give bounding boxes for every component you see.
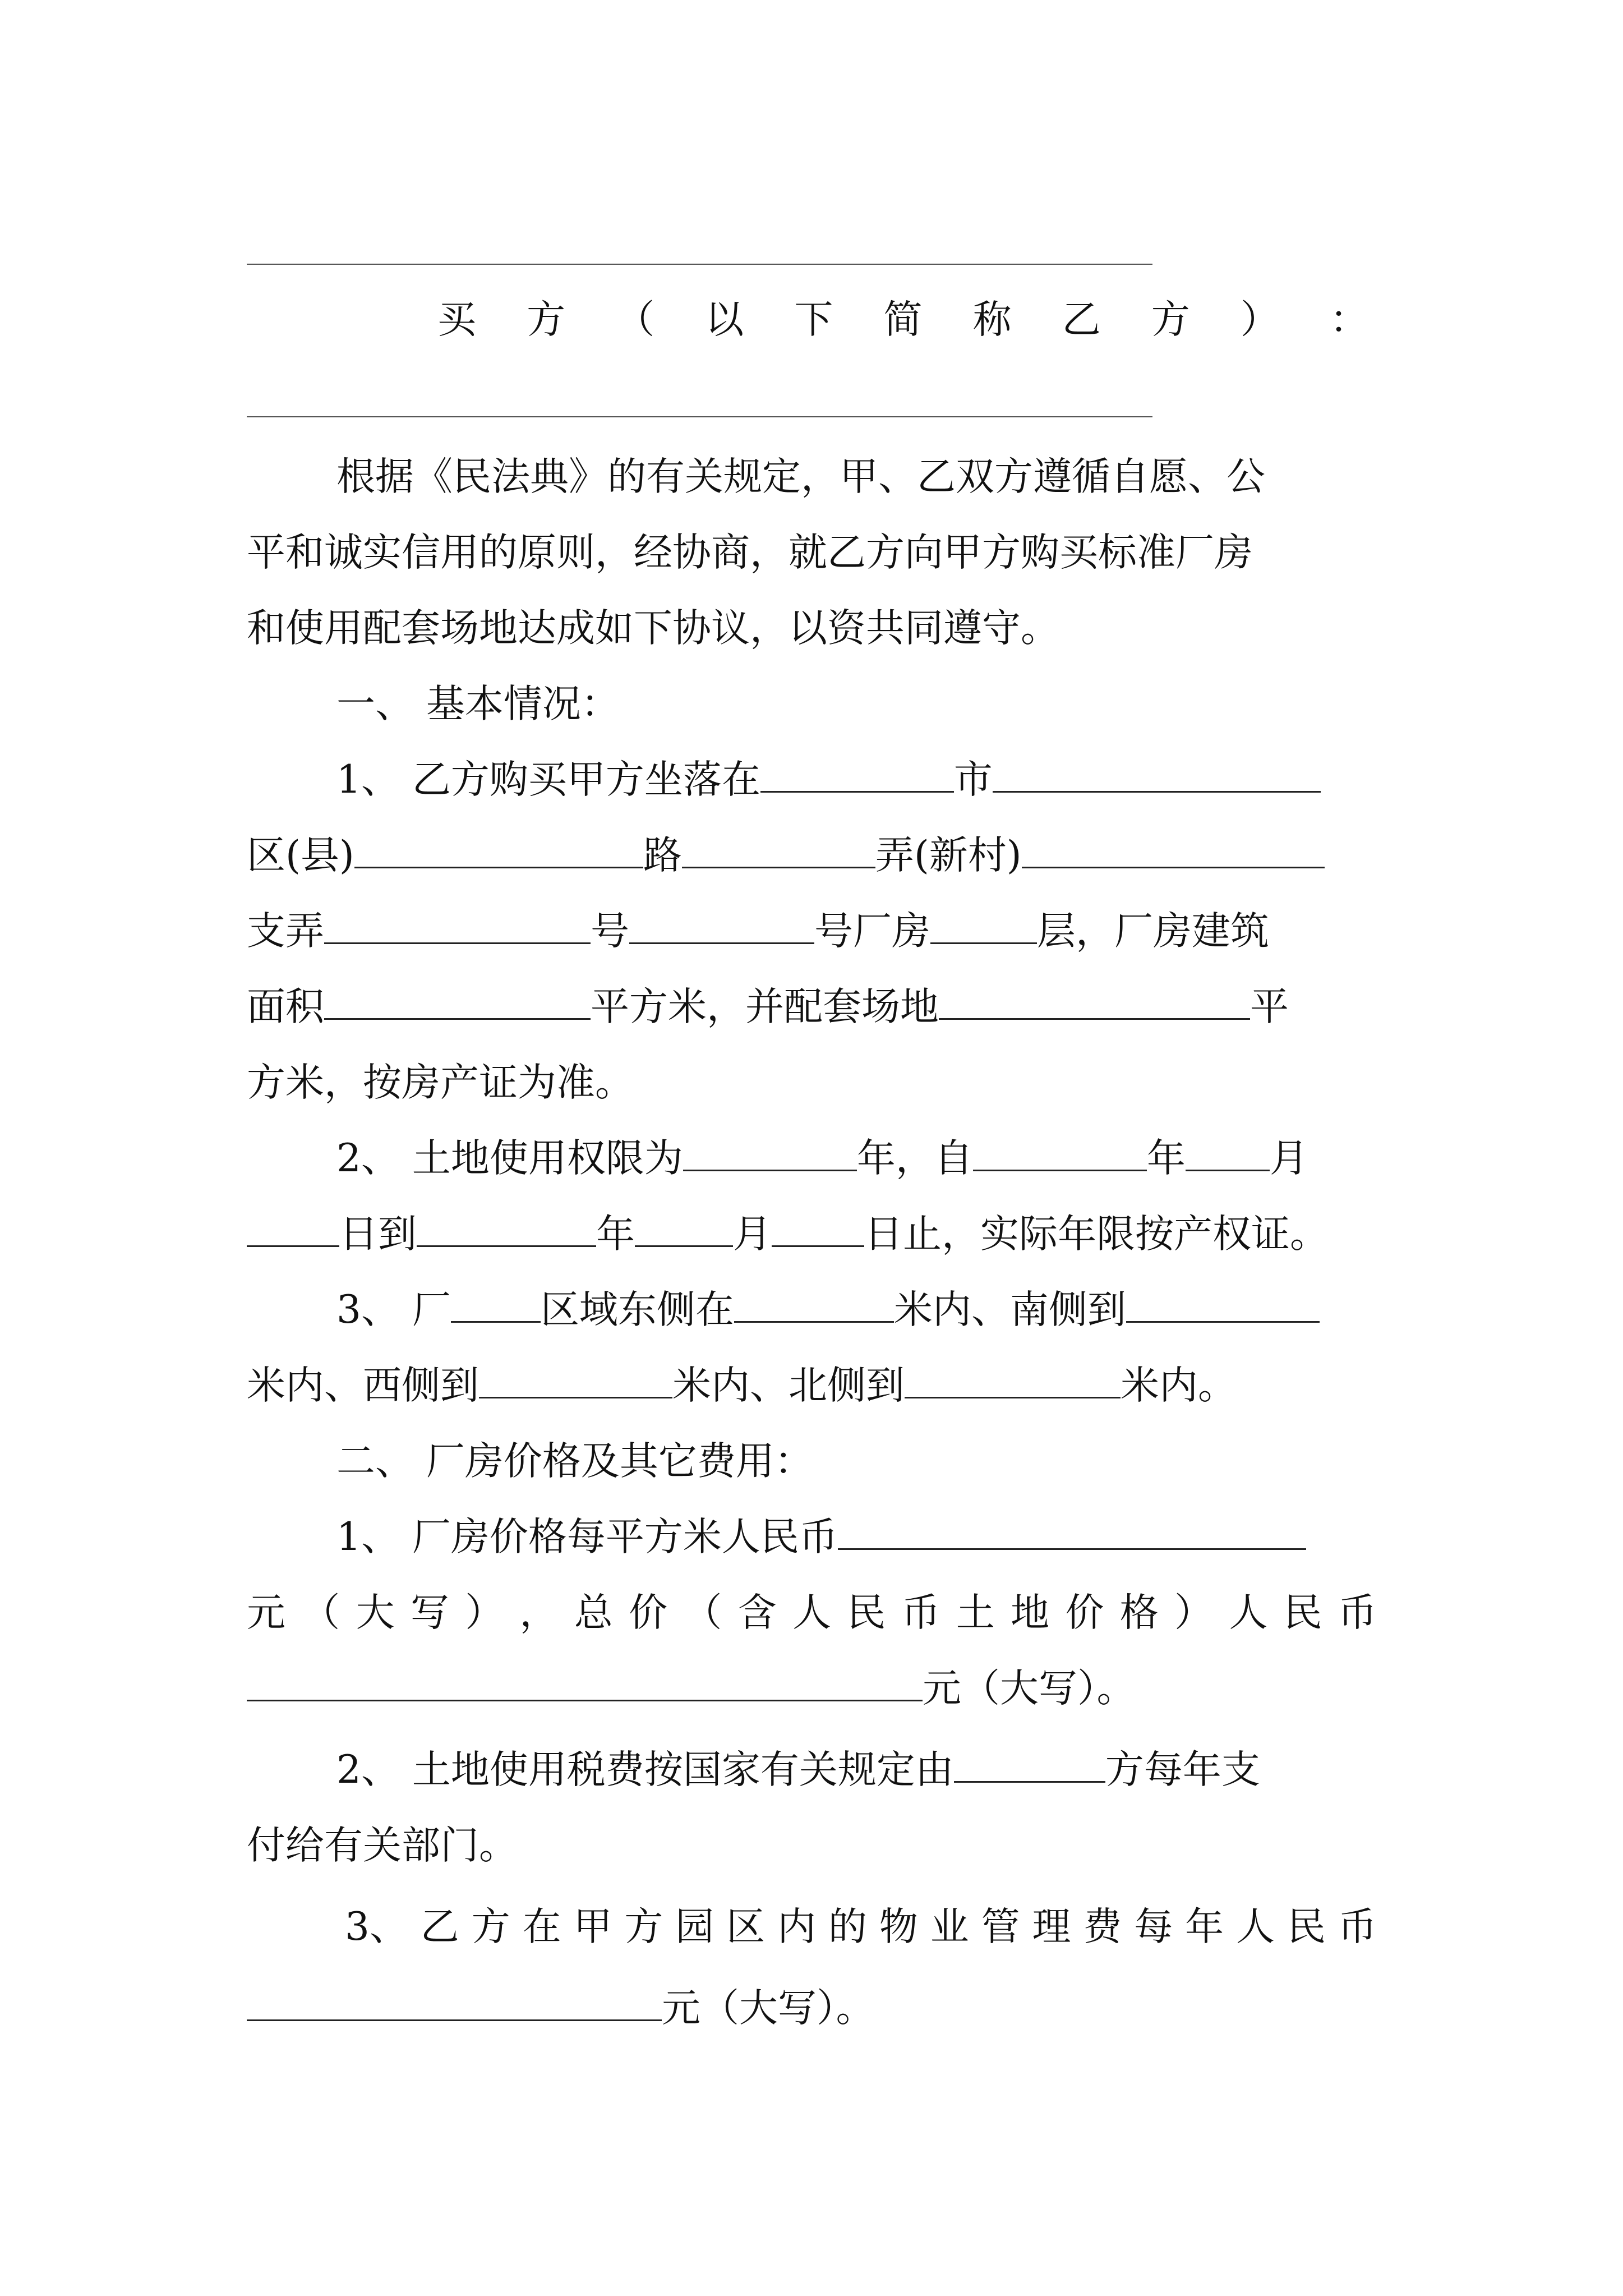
floor-blank[interactable]: [930, 910, 1037, 944]
item-char: 土: [956, 1590, 995, 1635]
item-char: 理: [1032, 1904, 1071, 1949]
plant-zone-blank[interactable]: [451, 1289, 541, 1323]
item-text: 区(县): [247, 833, 354, 878]
item-2-3-line-a: [345, 1904, 1377, 1949]
item-1-1-line-d: [247, 984, 1289, 1029]
item-1-1-line-e: 方米，按房产证为准。: [247, 1060, 634, 1105]
intro-line-3: 和使用配套场地达成如下协议，以资共同遵守。: [247, 606, 1059, 651]
start-day-blank[interactable]: [247, 1213, 339, 1247]
item-char: 币: [1338, 1904, 1377, 1949]
item-text: 平: [1250, 984, 1289, 1029]
sub-lane-blank[interactable]: [324, 910, 591, 944]
buyer-label-char: 方: [1151, 297, 1190, 342]
end-month-blank[interactable]: [635, 1213, 733, 1247]
item-text: 3、 厂: [336, 1287, 451, 1332]
item-char: 内: [777, 1904, 817, 1949]
item-text: 面积: [247, 984, 324, 1029]
item-char: 价: [629, 1590, 668, 1635]
item-text: 米内、北侧到: [672, 1363, 905, 1408]
city-detail-blank[interactable]: [993, 758, 1321, 793]
item-char: 民: [847, 1590, 886, 1635]
item-text: 1、 乙方购买甲方坐落在: [336, 757, 760, 802]
item-2-2-line-a: [336, 1747, 1260, 1792]
item-text: 日到: [339, 1212, 417, 1257]
item-2-1-line-c: [247, 1666, 1136, 1711]
intro-line-2: 平和诚实信用的原则，经协商，就乙方向甲方购买标准厂房: [247, 530, 1253, 575]
section-1-heading: 一、 基本情况：: [336, 682, 620, 726]
buyer-name-line: [247, 416, 1152, 417]
item-char: 甲: [573, 1904, 612, 1949]
item-char: （: [301, 1590, 340, 1635]
item-char: 写: [410, 1590, 449, 1635]
road-blank[interactable]: [682, 834, 875, 868]
payer-blank[interactable]: [954, 1749, 1105, 1783]
item-char: 园: [675, 1904, 714, 1949]
item-text: 年，自: [856, 1136, 973, 1181]
item-1-2-line-a: [336, 1136, 1308, 1181]
seller-name-line: [247, 264, 1152, 265]
item-2-1-line-a: [336, 1515, 1306, 1559]
total-price-blank[interactable]: [247, 1667, 923, 1701]
section-2-heading: 二、 厂房价格及其它费用：: [336, 1439, 813, 1484]
item-char: 人: [1229, 1590, 1268, 1635]
number-blank[interactable]: [629, 910, 814, 944]
buyer-label-char: 简: [883, 297, 923, 342]
start-month-blank[interactable]: [1186, 1137, 1270, 1171]
item-1-2-line-b: [247, 1212, 1329, 1257]
item-char: 每: [1134, 1904, 1173, 1949]
item-text: 2、 土地使用税费按国家有关规定由: [336, 1747, 954, 1792]
item-text: 弄(新村): [875, 833, 1022, 878]
item-char: 3、: [345, 1904, 408, 1949]
item-1-1-line-b: [247, 833, 1325, 878]
item-char: 价: [1065, 1590, 1104, 1635]
item-text: 平方米，并配套场地: [591, 984, 939, 1029]
buyer-label-char: 称: [972, 297, 1012, 342]
city-blank[interactable]: [760, 758, 954, 793]
start-year-blank[interactable]: [973, 1137, 1147, 1171]
district-blank[interactable]: [354, 834, 643, 868]
item-char: 费: [1083, 1904, 1122, 1949]
item-char: 年: [1185, 1904, 1224, 1949]
buyer-label-char: （: [616, 297, 655, 342]
item-char: ，: [519, 1590, 559, 1635]
item-text: 区域东侧在: [540, 1287, 734, 1332]
item-char: 含: [737, 1590, 777, 1635]
buyer-label-char: ）: [1240, 297, 1279, 342]
item-2-2-line-b: 付给有关部门。: [247, 1823, 518, 1868]
item-char: 币: [901, 1590, 940, 1635]
item-text: 月: [1269, 1136, 1308, 1181]
south-distance-blank[interactable]: [1126, 1289, 1320, 1323]
item-char: 方: [624, 1904, 663, 1949]
item-text: 方每年支: [1105, 1747, 1260, 1792]
item-char: 在: [522, 1904, 561, 1949]
buyer-label: [437, 297, 1368, 342]
years-blank[interactable]: [683, 1137, 857, 1171]
north-distance-blank[interactable]: [905, 1364, 1121, 1398]
item-text: 米内。: [1121, 1363, 1237, 1408]
site-area-blank[interactable]: [939, 986, 1250, 1020]
east-distance-blank[interactable]: [734, 1289, 894, 1323]
item-char: ）: [465, 1590, 504, 1635]
end-day-blank[interactable]: [772, 1213, 864, 1247]
item-text: 号厂房: [814, 909, 930, 954]
item-char: 币: [1338, 1590, 1377, 1635]
buyer-label-char: ：: [1329, 297, 1368, 342]
property-fee-blank[interactable]: [247, 1987, 662, 2021]
item-char: 方: [471, 1904, 510, 1949]
item-1-3-line-b: [247, 1363, 1237, 1408]
item-text: 年: [1146, 1136, 1186, 1181]
item-1-1-line-c: [247, 909, 1269, 954]
item-char: 业: [930, 1904, 969, 1949]
item-char: 区: [726, 1904, 766, 1949]
item-1-3-line-a: [336, 1287, 1320, 1332]
item-char: 乙: [420, 1904, 459, 1949]
item-char: 的: [828, 1904, 867, 1949]
item-char: 元: [247, 1590, 285, 1635]
item-char: ）: [1174, 1590, 1214, 1635]
item-text: 月: [733, 1212, 772, 1257]
west-distance-blank[interactable]: [479, 1364, 672, 1398]
item-text: 1、 厂房价格每平方米人民币: [336, 1515, 838, 1559]
buyer-label-char: 买: [437, 297, 476, 342]
item-char: （: [683, 1590, 722, 1635]
item-text: 层，厂房建筑: [1037, 909, 1269, 954]
item-char: 人: [792, 1590, 831, 1635]
buyer-label-char: 下: [794, 297, 833, 342]
item-char: 管: [981, 1904, 1020, 1949]
item-char: 总: [574, 1590, 613, 1635]
buyer-label-char: 以: [705, 297, 744, 342]
unit-price-blank[interactable]: [838, 1516, 1306, 1550]
item-text: 年: [596, 1212, 635, 1257]
buyer-label-char: 乙: [1062, 297, 1101, 342]
item-text: 路: [643, 833, 682, 878]
item-text: 号: [591, 909, 629, 954]
lane-blank[interactable]: [1022, 834, 1325, 868]
item-char: 物: [879, 1904, 918, 1949]
item-char: 地: [1011, 1590, 1050, 1635]
item-text: 市: [953, 757, 993, 802]
item-text: 元（大写）。: [923, 1666, 1136, 1711]
item-text: 支弄: [247, 909, 324, 954]
item-text: 日止，实际年限按产权证。: [864, 1212, 1329, 1257]
item-text: 元（大写）。: [662, 1986, 875, 2031]
item-text: 米内、西侧到: [247, 1363, 479, 1408]
item-char: 民: [1283, 1590, 1322, 1635]
item-char: 民: [1287, 1904, 1326, 1949]
item-2-1-line-b: [247, 1590, 1377, 1635]
item-text: 2、 土地使用权限为: [336, 1136, 683, 1181]
item-2-3-line-b: [247, 1986, 875, 2031]
item-char: 格: [1119, 1590, 1159, 1635]
end-year-blank[interactable]: [417, 1213, 596, 1247]
intro-line-1: 根据《民法典》的有关规定，甲、乙双方遵循自愿、公: [336, 454, 1265, 499]
item-1-1-line-a: [336, 757, 1321, 802]
building-area-blank[interactable]: [324, 986, 591, 1020]
item-char: 人: [1236, 1904, 1275, 1949]
item-text: 米内、南侧到: [893, 1287, 1126, 1332]
buyer-label-char: 方: [527, 297, 566, 342]
item-char: 大: [356, 1590, 395, 1635]
